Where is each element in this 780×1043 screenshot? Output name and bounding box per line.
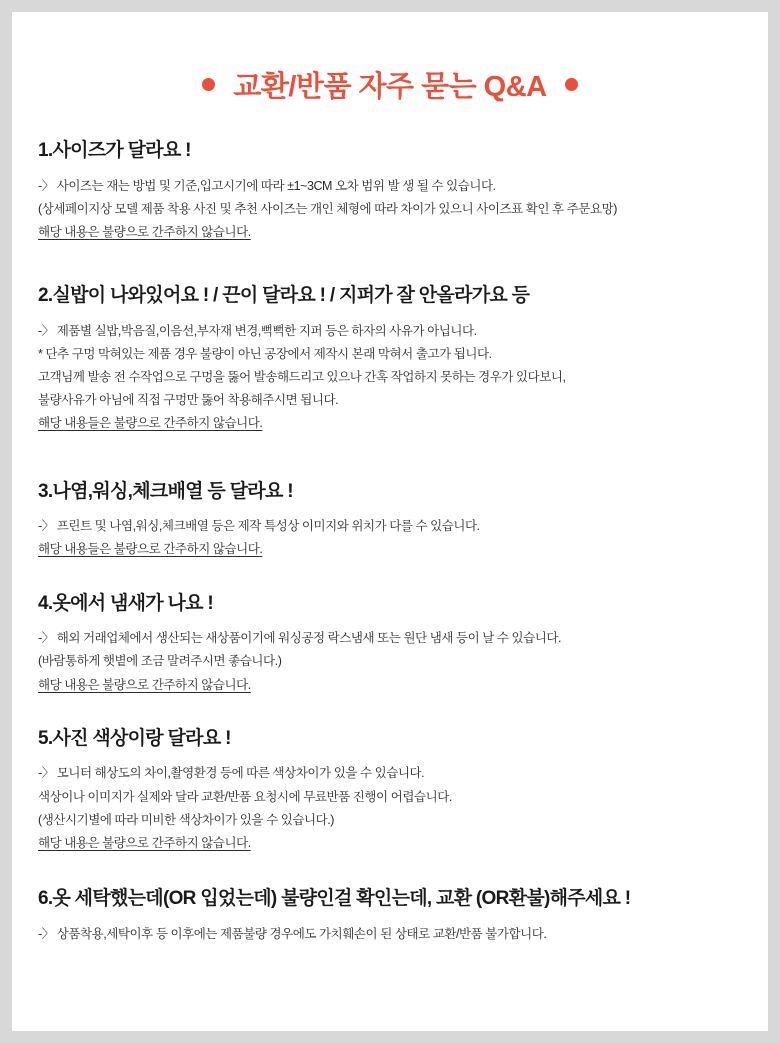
faq-item-1 bbox=[38, 139, 742, 244]
faq-answer-line: (바람통하게 햇볕에 조금 말려주시면 좋습니다.) bbox=[38, 654, 282, 669]
faq-answer-line: -〉 프린트 및 나염,워싱,체크배열 등은 제작 특성상 이미지와 위치가 다를 수 있습니다. bbox=[38, 519, 480, 534]
page-title: 교환/반품 자주 묻는 Q&A bbox=[233, 71, 547, 103]
faq-answer-line: (생산시기별에 따라 미비한 색상차이가 있을 수 있습니다.) bbox=[38, 812, 334, 827]
faq-answer-note: 해당 내용은 불량으로 간주하지 않습니다. bbox=[38, 677, 251, 692]
faq-item-6 bbox=[38, 887, 742, 946]
faq-answer-line: -〉 사이즈는 재는 방법 및 기준,입고시기에 따라 ±1~3CM 오차 범위 발 생 될 수 있습니다. bbox=[38, 178, 496, 193]
faq-answer-note: 해당 내용들은 불량으로 간주하지 않습니다. bbox=[38, 542, 263, 557]
faq-page bbox=[12, 12, 768, 1031]
page-title-row bbox=[12, 64, 768, 105]
faq-answer-note: 해당 내용들은 불량으로 간주하지 않습니다. bbox=[38, 416, 263, 431]
faq-item-4 bbox=[38, 592, 742, 697]
faq-answer-line: -〉 해외 거래업체에서 생산되는 새상품이기에 워싱공정 락스냄새 또는 원단 냄새 등이 날 수 있습니다. bbox=[38, 631, 562, 646]
faq-answer-line: -〉 모니터 해상도의 차이,촬영환경 등에 따른 색상차이가 있을 수 있습니다. bbox=[38, 766, 425, 781]
faq-answer-line: 고객님께 발송 전 수작업으로 구멍을 뚫어 발송해드리고 있으나 간혹 작업하지 못하는 경우가 있다보니, bbox=[38, 370, 566, 385]
faq-item-5 bbox=[38, 727, 742, 855]
faq-answer-line: 색상이나 이미지가 실제와 달라 교환/반품 요청시에 무료반품 진행이 어렵습니다. bbox=[38, 789, 452, 804]
faq-question: 1.사이즈가 달라요 ! bbox=[38, 140, 191, 161]
bullet-dot-left-icon bbox=[202, 78, 215, 91]
faq-question: 3.나염,워싱,체크배열 등 달라요 ! bbox=[38, 480, 293, 502]
faq-item-2 bbox=[38, 284, 742, 435]
faq-answer-line: -〉 제품별 실밥,박음질,이음선,부자재 변경,뻑뻑한 지퍼 등은 하자의 사유가 아닙니다. bbox=[38, 323, 477, 338]
faq-item-3 bbox=[38, 480, 742, 562]
faq-answer-line: * 단추 구멍 막혀있는 제품 경우 불량이 아닌 공장에서 제작시 본래 막혀서 출고가 됩니다. bbox=[38, 347, 492, 361]
faq-answer-line: -〉 상품착용,세탁이후 등 이후에는 제품불량 경우에도 가치훼손이 된 상태로 교환/반품 불가합니다. bbox=[38, 926, 547, 941]
faq-question: 6.옷 세탁했는데(OR 입었는데) 불량인걸 확인는데, 교환 (OR환불)해주세요 ! bbox=[38, 887, 631, 909]
faq-answer-note: 해당 내용은 불량으로 간주하지 않습니다. bbox=[38, 225, 251, 239]
faq-question: 4.옷에서 냄새가 나요 ! bbox=[38, 592, 214, 614]
faq-question: 2.실밥이 나와있어요 ! / 끈이 달라요 ! / 지퍼가 잘 안올라가요 등 bbox=[38, 285, 530, 307]
faq-answer-line: 불량사유가 아님에 직접 구멍만 뚫어 착용해주시면 됩니다. bbox=[38, 393, 339, 408]
faq-answer-line: (상세페이지상 모델 제품 착용 사진 및 추천 사이즈는 개인 체형에 따라 차이가 있으니 사이즈표 확인 후 주문요망) bbox=[38, 201, 617, 216]
faq-answer-note: 해당 내용은 불량으로 간주하지 않습니다. bbox=[38, 835, 251, 850]
faq-content bbox=[12, 105, 768, 946]
faq-question: 5.사진 색상이랑 달라요 ! bbox=[38, 727, 231, 749]
bullet-dot-right-icon bbox=[565, 78, 578, 91]
